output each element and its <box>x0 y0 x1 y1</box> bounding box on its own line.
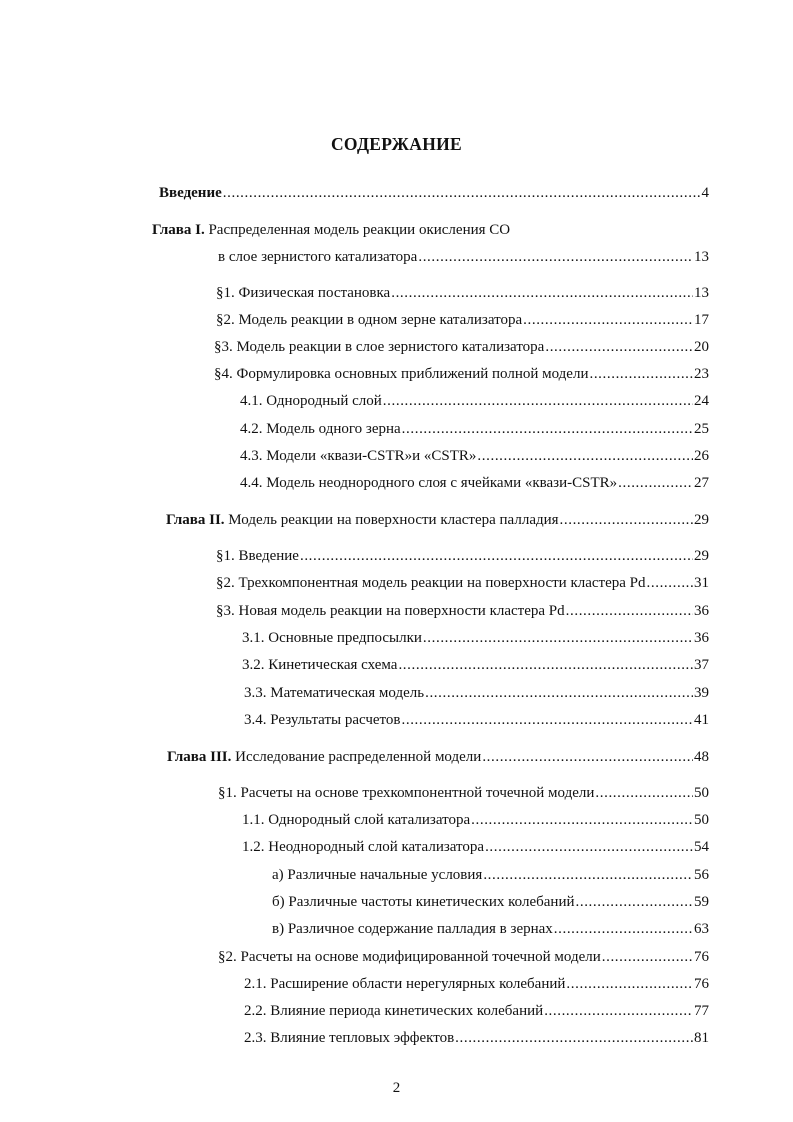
toc-entry[interactable]: §3. Модель реакции в слое зернистого катализатора ..... 20 <box>214 338 709 356</box>
dot-leader <box>589 365 693 383</box>
chapter-3-label: Глава III. <box>167 749 232 765</box>
toc-entry[interactable]: 4.1. Однородный слой ..... 24 <box>240 392 709 410</box>
dot-leader <box>482 748 693 766</box>
toc-entry-chapter-1[interactable] <box>218 248 709 266</box>
toc-entry[interactable]: 1.1. Однородный слой катализатора ..... 50 <box>242 811 709 829</box>
toc-entry[interactable]: §2. Расчеты на основе модифицированной точечной модели ..... 76 <box>218 948 709 966</box>
chapter-2-title: Модель реакции на поверхности кластера палладия <box>228 512 559 528</box>
dot-leader <box>602 948 693 966</box>
dot-leader <box>402 711 694 729</box>
dot-leader <box>398 656 693 674</box>
page-ref: 4 <box>701 185 709 201</box>
page-number: 2 <box>392 1080 401 1096</box>
toc-entry[interactable]: 3.3. Математическая модель ..... 39 <box>244 684 709 702</box>
dot-leader <box>423 629 693 647</box>
toc-entry[interactable]: 3.4. Результаты расчетов ..... 41 <box>244 711 709 729</box>
chapter-3-title: Исследование распределенной модели <box>235 749 482 765</box>
toc-entry[interactable]: §4. Формулировка основных приближений полной модели ..... 23 <box>214 365 709 383</box>
toc-entry[interactable]: §1. Физическая постановка ..... 13 <box>216 284 709 302</box>
dot-leader <box>595 784 693 802</box>
toc-entry[interactable]: б) Различные частоты кинетических колебаний ..... 59 <box>272 893 709 911</box>
page-title: СОДЕРЖАНИЕ <box>330 134 462 154</box>
chapter-1-heading[interactable] <box>152 221 510 239</box>
dot-leader <box>566 602 693 620</box>
page-ref: 13 <box>694 249 709 265</box>
dot-leader <box>223 184 701 202</box>
dot-leader <box>383 392 693 410</box>
toc-entry[interactable]: 3.2. Кинетическая схема ..... 37 <box>242 656 709 674</box>
toc-entry-chapter-3[interactable] <box>167 748 709 766</box>
toc-entry[interactable]: 3.1. Основные предпосылки ..... 36 <box>242 629 709 647</box>
toc-entry[interactable]: §3. Новая модель реакции на поверхности кластера Pd ..... 36 <box>216 602 709 620</box>
dot-leader <box>560 511 693 529</box>
chapter-1-title: Распределенная модель реакции окисления СО <box>208 222 511 238</box>
dot-leader <box>544 1002 693 1020</box>
dot-leader <box>618 474 693 492</box>
toc-entry-intro[interactable] <box>159 184 709 202</box>
toc-entry[interactable]: 1.2. Неоднородный слой катализатора ..... 54 <box>242 838 709 856</box>
dot-leader <box>455 1029 693 1047</box>
chapter-2-label: Глава II. <box>166 512 225 528</box>
dot-leader <box>523 311 693 329</box>
toc-entry[interactable]: 2.3. Влияние тепловых эффектов ..... 81 <box>244 1029 709 1047</box>
dot-leader <box>300 547 693 565</box>
intro-label: Введение <box>159 185 222 201</box>
toc-entry[interactable]: 4.2. Модель одного зерна ..... 25 <box>240 420 709 438</box>
dot-leader <box>566 975 693 993</box>
dot-leader <box>391 284 693 302</box>
dot-leader <box>483 866 693 884</box>
dot-leader <box>471 811 693 829</box>
page-ref: 48 <box>694 749 709 765</box>
dot-leader <box>402 420 693 438</box>
toc-entry[interactable]: 4.3. Модели «квази-CSTR»и «CSTR» ..... 26 <box>240 447 709 465</box>
dot-leader <box>545 338 693 356</box>
dot-leader <box>425 684 693 702</box>
dot-leader <box>418 248 693 266</box>
dot-leader <box>647 574 693 592</box>
dot-leader <box>576 893 694 911</box>
toc-entry[interactable]: а) Различные начальные условия ..... 56 <box>272 866 709 884</box>
page-ref: 29 <box>694 512 709 528</box>
toc-entry[interactable]: §1. Расчеты на основе трехкомпонентной точечной модели ..... 50 <box>218 784 709 802</box>
toc-entry[interactable]: 4.4. Модель неоднородного слоя с ячейками «квази-CSTR» ..... 27 <box>240 474 709 492</box>
toc-entry[interactable]: §1. Введение ..... 29 <box>216 547 709 565</box>
chapter-1-label: Глава I. <box>152 222 205 238</box>
toc-entry[interactable]: §2. Модель реакции в одном зерне катализатора ..... 17 <box>216 311 709 329</box>
dot-leader <box>477 447 693 465</box>
dot-leader <box>554 920 693 938</box>
toc-entry[interactable]: 2.2. Влияние периода кинетических колебаний ..... 77 <box>244 1002 709 1020</box>
toc-entry-chapter-2[interactable] <box>166 511 709 529</box>
toc-entry[interactable]: 2.1. Расширение области нерегулярных колебаний ..... 76 <box>244 975 709 993</box>
chapter-1-title-cont: в слое зернистого катализатора <box>218 249 418 265</box>
toc-entry[interactable]: в) Различное содержание палладия в зернах ..... 63 <box>272 920 709 938</box>
dot-leader <box>485 838 693 856</box>
toc-entry[interactable]: §2. Трехкомпонентная модель реакции на поверхности кластера Pd ..... 31 <box>216 574 709 592</box>
